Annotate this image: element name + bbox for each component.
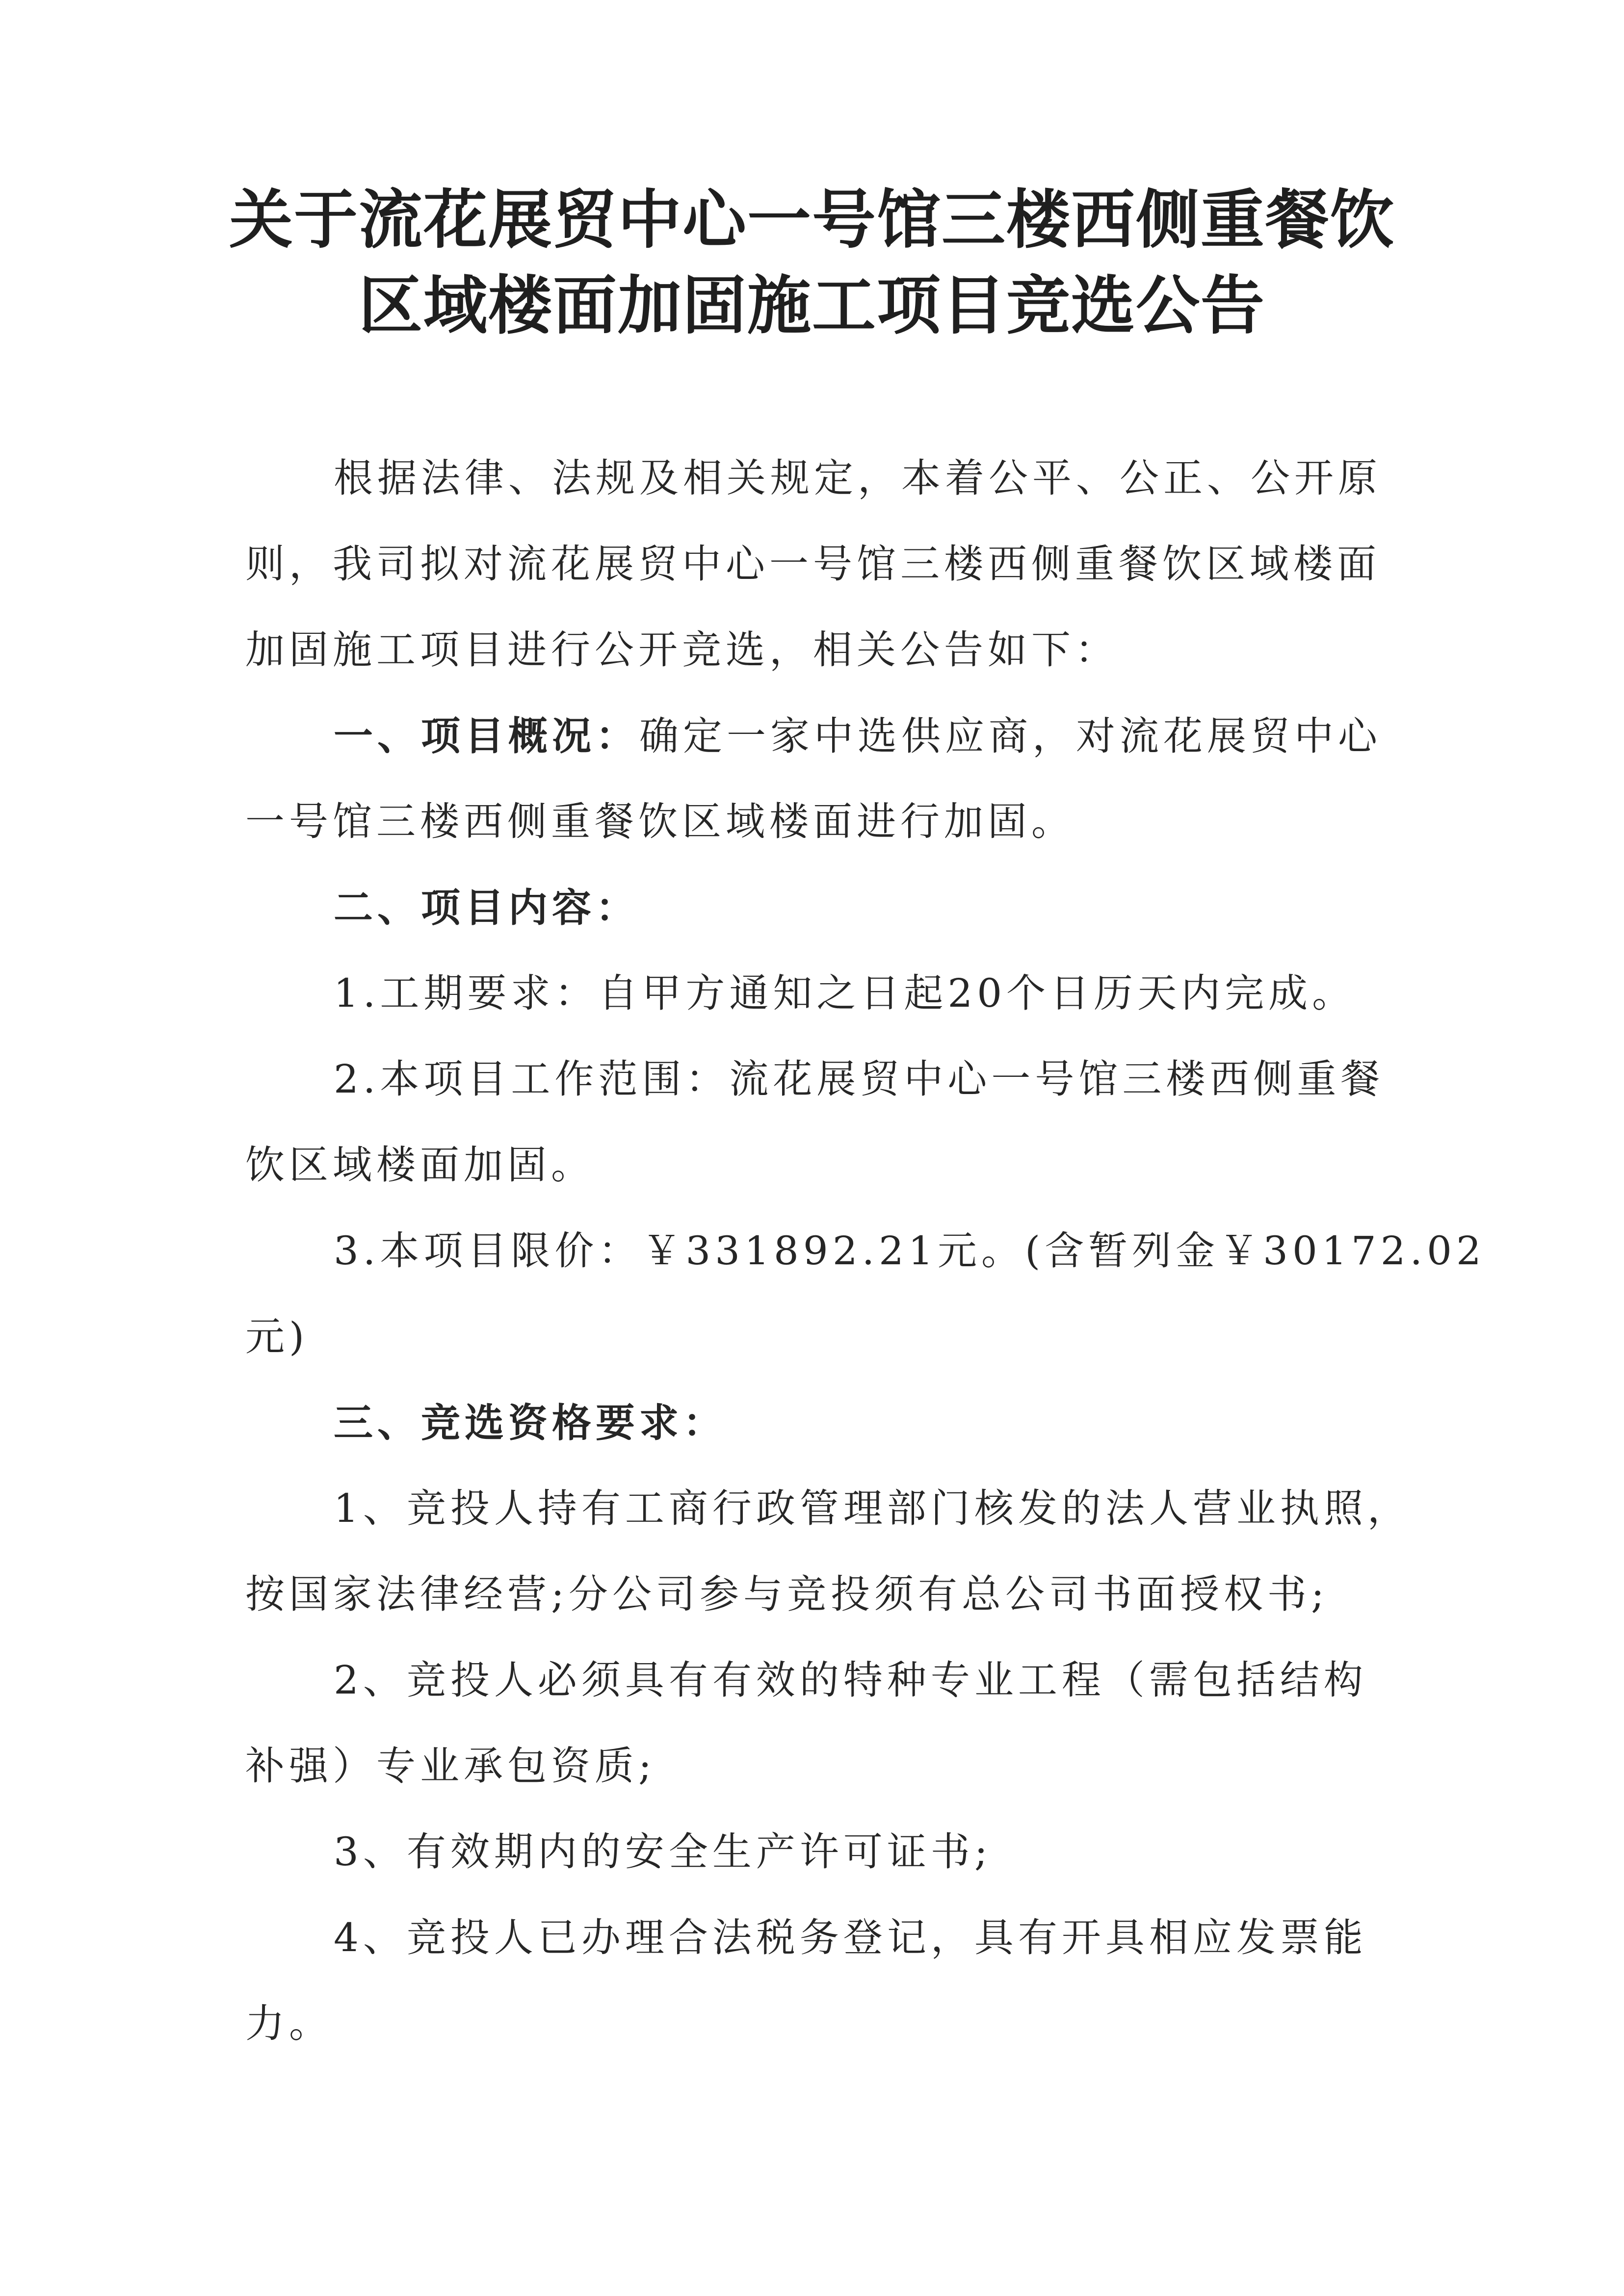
section1-line-2: 一号馆三楼西侧重餐饮区域楼面进行加固。 xyxy=(245,799,1075,844)
section1-heading: 一、项目概况： xyxy=(334,713,639,759)
section3-req-4-line-1: 4、竞投人已办理合法税务登记，具有开具相应发票能 xyxy=(334,1915,1367,1960)
section1-text: 确定一家中选供应商，对流花展贸中心 xyxy=(639,713,1382,759)
section3-req-2-line-2: 补强）专业承包资质; xyxy=(245,1743,656,1789)
title-line-2: 区域楼面加固施工项目竞选公告 xyxy=(358,268,1265,343)
section3-req-2-line-1: 2、竞投人必须具有有效的特种专业工程（需包括结构 xyxy=(334,1657,1367,1703)
section3-req-1-line-1: 1、竞投人持有工商行政管理部门核发的法人营业执照， xyxy=(334,1486,1411,1531)
intro-line-3: 加固施工项目进行公开竞选，相关公告如下： xyxy=(245,627,1119,673)
section3-heading: 三、竞选资格要求： xyxy=(334,1400,727,1446)
section2-item-3-line-1: 3.本项目限价：￥331892.21元。(含暂列金￥30172.02 xyxy=(334,1228,1486,1274)
intro-line-1: 根据法律、法规及相关规定，本着公平、公正、公开原 xyxy=(334,455,1382,501)
section3-req-3: 3、有效期内的安全生产许可证书; xyxy=(334,1829,992,1875)
document-title xyxy=(147,177,1477,348)
title-line-1: 关于流花展贸中心一号馆三楼西侧重餐饮 xyxy=(229,182,1395,257)
section1-line-1 xyxy=(334,709,1382,763)
section2-item-2-line-1: 2.本项目工作范围：流花展贸中心一号馆三楼西侧重餐 xyxy=(334,1056,1385,1102)
section2-item-1: 1.工期要求：自甲方通知之日起20个日历天内完成。 xyxy=(334,970,1356,1016)
section2-item-2-line-2: 饮区域楼面加固。 xyxy=(245,1142,595,1188)
intro-line-2: 则，我司拟对流花展贸中心一号馆三楼西侧重餐饮区域楼面 xyxy=(245,541,1381,587)
section2-item-3-line-2: 元) xyxy=(245,1314,309,1359)
section2-heading: 二、项目内容： xyxy=(334,885,639,931)
section3-req-1-line-2: 按国家法律经营;分公司参与竞投须有总公司书面授权书; xyxy=(245,1571,1329,1617)
section3-req-4-line-2: 力。 xyxy=(245,2001,333,2046)
